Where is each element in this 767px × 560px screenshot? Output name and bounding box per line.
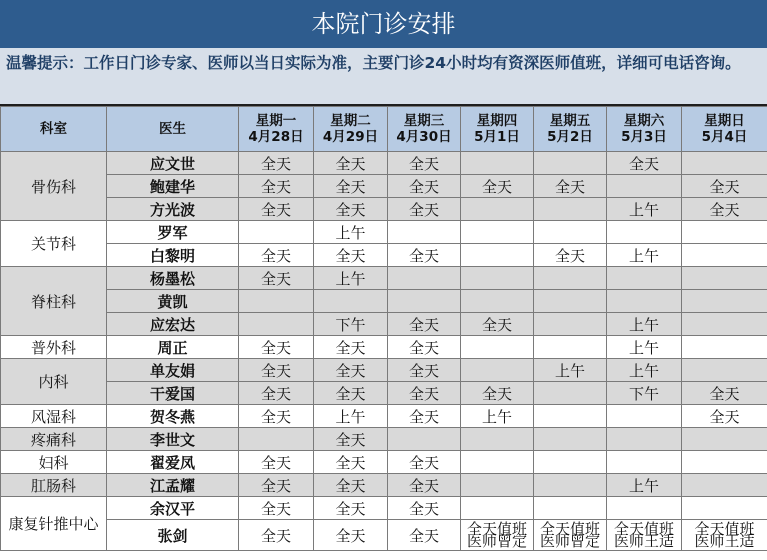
shift-cell bbox=[461, 290, 534, 313]
table-row bbox=[1, 405, 767, 428]
shift-cell: 全天值班 医师曾定 bbox=[461, 520, 534, 551]
header-day: 星期二 4月29日 bbox=[314, 107, 388, 152]
shift-cell: 全天 bbox=[682, 382, 767, 405]
shift-cell: 全天 bbox=[314, 428, 388, 451]
shift-cell bbox=[682, 451, 767, 474]
shift-cell bbox=[682, 359, 767, 382]
doctor-cell: 贺冬燕 bbox=[107, 405, 239, 428]
shift-cell: 全天 bbox=[388, 152, 461, 175]
shift-cell: 上午 bbox=[607, 359, 682, 382]
shift-cell: 全天 bbox=[314, 336, 388, 359]
shift-cell bbox=[607, 221, 682, 244]
shift-cell: 全天 bbox=[239, 520, 314, 551]
shift-cell bbox=[534, 451, 607, 474]
table-row bbox=[1, 175, 767, 198]
shift-cell: 全天 bbox=[461, 382, 534, 405]
shift-cell: 全天 bbox=[314, 244, 388, 267]
table-row bbox=[1, 313, 767, 336]
shift-cell: 全天 bbox=[388, 405, 461, 428]
shift-cell bbox=[607, 428, 682, 451]
doctor-cell: 余汉平 bbox=[107, 497, 239, 520]
shift-cell: 全天 bbox=[239, 359, 314, 382]
table-row bbox=[1, 520, 767, 551]
shift-cell: 下午 bbox=[607, 382, 682, 405]
shift-cell bbox=[607, 451, 682, 474]
shift-cell bbox=[239, 428, 314, 451]
shift-cell bbox=[682, 290, 767, 313]
table-row bbox=[1, 497, 767, 520]
header-day: 星期一 4月28日 bbox=[239, 107, 314, 152]
shift-cell: 全天 bbox=[239, 198, 314, 221]
shift-cell bbox=[239, 221, 314, 244]
shift-cell bbox=[682, 336, 767, 359]
shift-cell bbox=[682, 428, 767, 451]
header-day: 星期五 5月2日 bbox=[534, 107, 607, 152]
shift-cell: 全天 bbox=[682, 175, 767, 198]
table-row bbox=[1, 198, 767, 221]
schedule-table bbox=[0, 106, 767, 551]
shift-cell bbox=[461, 198, 534, 221]
shift-cell: 全天 bbox=[388, 336, 461, 359]
header-doctor: 医生 bbox=[107, 107, 239, 152]
shift-cell bbox=[461, 267, 534, 290]
doctor-cell: 翟爱凤 bbox=[107, 451, 239, 474]
shift-cell bbox=[607, 267, 682, 290]
department-cell: 疼痛科 bbox=[1, 428, 107, 451]
shift-cell: 全天 bbox=[314, 175, 388, 198]
table-row bbox=[1, 451, 767, 474]
shift-cell bbox=[607, 497, 682, 520]
shift-cell bbox=[461, 221, 534, 244]
shift-cell bbox=[534, 428, 607, 451]
shift-cell: 全天 bbox=[314, 382, 388, 405]
table-row bbox=[1, 290, 767, 313]
shift-cell: 全天 bbox=[314, 359, 388, 382]
doctor-cell: 应宏达 bbox=[107, 313, 239, 336]
doctor-cell: 单友娟 bbox=[107, 359, 239, 382]
department-cell: 风湿科 bbox=[1, 405, 107, 428]
shift-cell bbox=[534, 198, 607, 221]
shift-cell: 全天 bbox=[314, 474, 388, 497]
header-day: 星期日 5月4日 bbox=[682, 107, 767, 152]
shift-cell: 上午 bbox=[607, 244, 682, 267]
shift-cell: 全天 bbox=[314, 198, 388, 221]
shift-cell: 全天值班 医师曾定 bbox=[534, 520, 607, 551]
doctor-cell: 白黎明 bbox=[107, 244, 239, 267]
shift-cell bbox=[534, 497, 607, 520]
header-dept: 科室 bbox=[1, 107, 107, 152]
table-row bbox=[1, 221, 767, 244]
shift-cell bbox=[607, 175, 682, 198]
shift-cell: 全天 bbox=[314, 152, 388, 175]
shift-cell: 全天 bbox=[388, 474, 461, 497]
shift-cell bbox=[534, 313, 607, 336]
page-title: 本院门诊安排 bbox=[0, 0, 767, 48]
header-day: 星期六 5月3日 bbox=[607, 107, 682, 152]
doctor-cell: 应文世 bbox=[107, 152, 239, 175]
shift-cell bbox=[461, 451, 534, 474]
shift-cell: 全天值班 医师王适 bbox=[682, 520, 767, 551]
shift-cell: 全天 bbox=[388, 497, 461, 520]
shift-cell bbox=[461, 336, 534, 359]
shift-cell bbox=[461, 152, 534, 175]
shift-cell: 全天 bbox=[314, 520, 388, 551]
shift-cell bbox=[682, 221, 767, 244]
shift-cell: 全天 bbox=[461, 175, 534, 198]
shift-cell: 上午 bbox=[607, 336, 682, 359]
shift-cell: 全天 bbox=[682, 405, 767, 428]
shift-cell: 上午 bbox=[534, 359, 607, 382]
doctor-cell: 张剑 bbox=[107, 520, 239, 551]
shift-cell bbox=[388, 221, 461, 244]
shift-cell: 全天 bbox=[239, 497, 314, 520]
shift-cell bbox=[388, 428, 461, 451]
department-cell: 关节科 bbox=[1, 221, 107, 267]
shift-cell bbox=[461, 474, 534, 497]
shift-cell bbox=[314, 290, 388, 313]
shift-cell: 全天 bbox=[314, 497, 388, 520]
shift-cell: 上午 bbox=[314, 267, 388, 290]
shift-cell bbox=[388, 290, 461, 313]
table-row bbox=[1, 359, 767, 382]
shift-cell: 全天 bbox=[682, 198, 767, 221]
shift-cell: 全天 bbox=[239, 405, 314, 428]
shift-cell: 全天 bbox=[534, 244, 607, 267]
doctor-cell: 干爱国 bbox=[107, 382, 239, 405]
department-cell: 肛肠科 bbox=[1, 474, 107, 497]
shift-cell bbox=[534, 336, 607, 359]
table-row bbox=[1, 267, 767, 290]
shift-cell: 全天 bbox=[239, 336, 314, 359]
shift-cell: 全天 bbox=[461, 313, 534, 336]
shift-cell: 全天 bbox=[388, 359, 461, 382]
doctor-cell: 周正 bbox=[107, 336, 239, 359]
department-cell: 康复针推中心 bbox=[1, 497, 107, 551]
shift-cell bbox=[534, 221, 607, 244]
shift-cell bbox=[607, 405, 682, 428]
shift-cell: 全天值班 医师王适 bbox=[607, 520, 682, 551]
shift-cell: 上午 bbox=[314, 405, 388, 428]
shift-cell bbox=[534, 290, 607, 313]
shift-cell bbox=[682, 313, 767, 336]
shift-cell bbox=[534, 152, 607, 175]
shift-cell bbox=[682, 497, 767, 520]
shift-cell: 全天 bbox=[388, 451, 461, 474]
table-row bbox=[1, 336, 767, 359]
shift-cell: 全天 bbox=[388, 313, 461, 336]
shift-cell bbox=[461, 244, 534, 267]
notice-text: 温馨提示：工作日门诊专家、医师以当日实际为准，主要门诊24小时均有资深医师值班，详细可电话咨询。 bbox=[0, 48, 767, 106]
shift-cell: 全天 bbox=[239, 267, 314, 290]
shift-cell: 下午 bbox=[314, 313, 388, 336]
shift-cell: 上午 bbox=[461, 405, 534, 428]
shift-cell bbox=[461, 428, 534, 451]
table-row bbox=[1, 474, 767, 497]
shift-cell: 全天 bbox=[388, 175, 461, 198]
shift-cell bbox=[682, 267, 767, 290]
department-cell: 普外科 bbox=[1, 336, 107, 359]
doctor-cell: 江孟耀 bbox=[107, 474, 239, 497]
schedule-body bbox=[1, 152, 767, 551]
shift-cell bbox=[682, 244, 767, 267]
shift-cell bbox=[682, 152, 767, 175]
table-row bbox=[1, 382, 767, 405]
shift-cell: 上午 bbox=[314, 221, 388, 244]
header-day: 星期三 4月30日 bbox=[388, 107, 461, 152]
header-row bbox=[1, 107, 767, 152]
shift-cell: 全天 bbox=[607, 152, 682, 175]
shift-cell: 全天 bbox=[534, 175, 607, 198]
doctor-cell: 方光波 bbox=[107, 198, 239, 221]
header-day: 星期四 5月1日 bbox=[461, 107, 534, 152]
shift-cell: 上午 bbox=[607, 198, 682, 221]
shift-cell: 全天 bbox=[239, 244, 314, 267]
shift-cell bbox=[388, 267, 461, 290]
shift-cell: 上午 bbox=[607, 313, 682, 336]
department-cell: 骨伤科 bbox=[1, 152, 107, 221]
doctor-cell: 李世文 bbox=[107, 428, 239, 451]
department-cell: 妇科 bbox=[1, 451, 107, 474]
department-cell: 脊柱科 bbox=[1, 267, 107, 336]
shift-cell bbox=[239, 290, 314, 313]
doctor-cell: 杨墨松 bbox=[107, 267, 239, 290]
shift-cell: 全天 bbox=[388, 244, 461, 267]
shift-cell: 全天 bbox=[239, 474, 314, 497]
shift-cell: 全天 bbox=[239, 382, 314, 405]
shift-cell: 全天 bbox=[239, 175, 314, 198]
shift-cell: 全天 bbox=[239, 451, 314, 474]
shift-cell: 全天 bbox=[388, 198, 461, 221]
table-row bbox=[1, 152, 767, 175]
shift-cell bbox=[461, 359, 534, 382]
shift-cell: 全天 bbox=[239, 152, 314, 175]
doctor-cell: 黄凯 bbox=[107, 290, 239, 313]
doctor-cell: 罗军 bbox=[107, 221, 239, 244]
shift-cell bbox=[239, 313, 314, 336]
shift-cell: 上午 bbox=[607, 474, 682, 497]
shift-cell bbox=[607, 290, 682, 313]
shift-cell: 全天 bbox=[314, 451, 388, 474]
shift-cell bbox=[461, 497, 534, 520]
shift-cell bbox=[534, 382, 607, 405]
shift-cell: 全天 bbox=[388, 520, 461, 551]
shift-cell bbox=[534, 267, 607, 290]
shift-cell bbox=[534, 474, 607, 497]
shift-cell bbox=[534, 405, 607, 428]
table-row bbox=[1, 428, 767, 451]
department-cell: 内科 bbox=[1, 359, 107, 405]
table-row bbox=[1, 244, 767, 267]
shift-cell: 全天 bbox=[388, 382, 461, 405]
shift-cell bbox=[682, 474, 767, 497]
doctor-cell: 鲍建华 bbox=[107, 175, 239, 198]
